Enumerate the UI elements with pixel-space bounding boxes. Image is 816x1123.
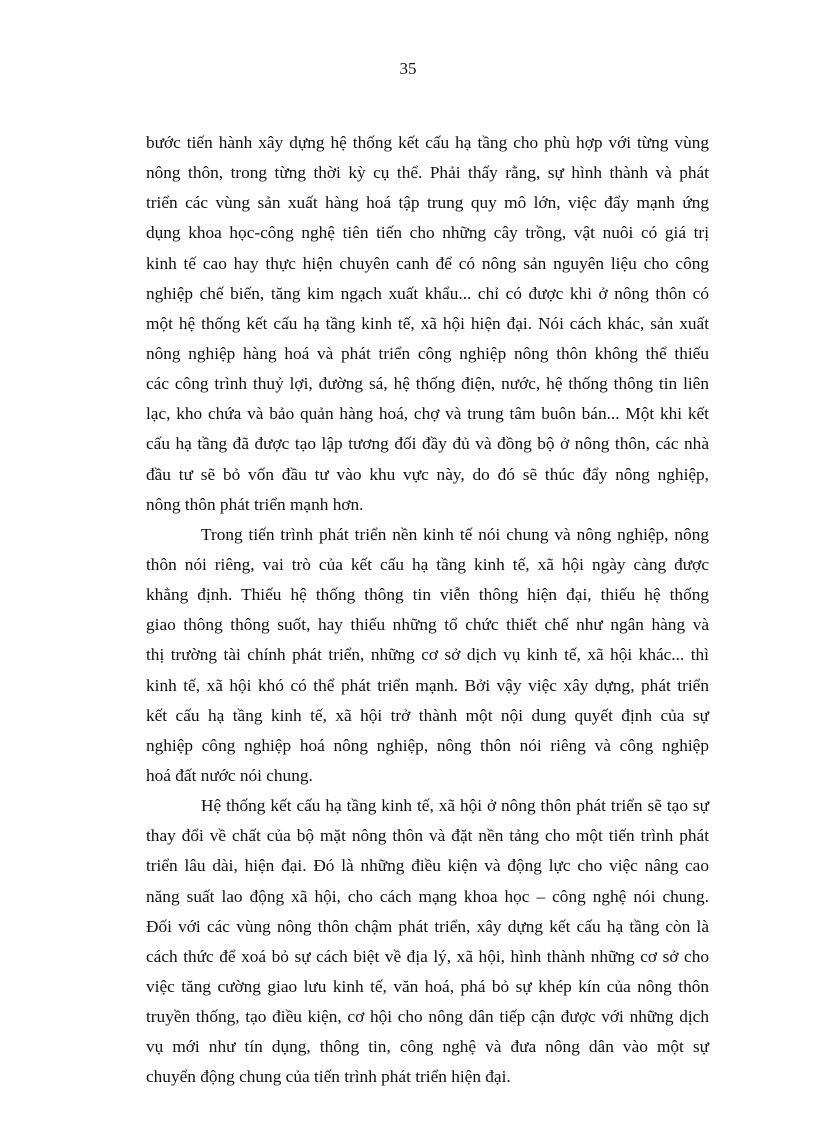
- text-line: một hệ thống kết cấu hạ tầng kinh tế, xã hội hiện đại. Nói cách khác, sản xuất: [146, 313, 709, 333]
- text-line: truyền thống, tạo điều kiện, cơ hội cho nông dân tiếp cận được với những dịch: [146, 1007, 709, 1027]
- text-line: thay đổi về chất của bộ mặt nông thôn và đặt nền tảng cho một tiến trình phát: [146, 826, 709, 846]
- paragraph-3: [146, 791, 709, 1092]
- text-line: nông thôn phát triển mạnh hơn.: [146, 494, 364, 514]
- text-line: kinh tế, xã hội khó có thể phát triển mạnh. Bởi vậy việc xây dựng, phát triển: [146, 675, 709, 695]
- text-line: chuyển động chung của tiến trình phát triển hiện đại.: [146, 1067, 511, 1087]
- text-line: cách thức để xoá bỏ sự cách biệt về địa lý, xã hội, hình thành những cơ sở cho: [146, 946, 709, 966]
- text-line: giao thông thông suốt, hay thiếu những tổ chức thiết chế như ngân hàng và: [146, 615, 709, 635]
- text-line: nông nghiệp hàng hoá và phát triển công nghiệp nông thôn không thể thiếu: [146, 343, 709, 363]
- text-line: năng suất lao động xã hội, cho cách mạng khoa học – công nghệ nói chung.: [146, 886, 709, 906]
- page-number: 35: [399, 59, 417, 78]
- text-line: các công trình thuỷ lợi, đường sá, hệ thống điện, nước, hệ thống thông tin liên: [146, 374, 709, 394]
- text-line: nông thôn, trong từng thời kỳ cụ thể. Phải thấy rằng, sự hình thành và phát: [146, 163, 709, 183]
- text-line: nghiệp chế biến, tăng kim ngạch xuất khẩu... chỉ có được khi ở nông thôn có: [146, 283, 709, 303]
- text-line: vụ mới như tín dụng, thông tin, công nghệ và đưa nông dân vào một sự: [146, 1037, 709, 1057]
- text-line: việc tăng cường giao lưu kinh tế, văn hoá, phá bỏ sự khép kín của nông thôn: [146, 976, 709, 996]
- text-line: Đối với các vùng nông thôn chậm phát triển, xây dựng kết cấu hạ tầng còn là: [146, 916, 709, 936]
- text-line: dụng khoa học-công nghệ tiên tiến cho những cây trồng, vật nuôi có giá trị: [146, 223, 709, 243]
- text-line: hoá đất nước nói chung.: [146, 765, 313, 785]
- text-line: triển các vùng sản xuất hàng hoá tập trung quy mô lớn, việc đẩy mạnh ứng: [146, 193, 709, 213]
- text-line: khẳng định. Thiếu hệ thống thông tin viễn thông hiện đại, thiếu hệ thống: [146, 585, 709, 605]
- body-text: [146, 128, 709, 1093]
- paragraph-2: [146, 520, 709, 791]
- text-line: lạc, kho chứa và bảo quản hàng hoá, chợ và trung tâm buôn bán... Một khi kết: [146, 404, 709, 424]
- paragraph-1: [146, 128, 709, 520]
- text-line: bước tiến hành xây dựng hệ thống kết cấu hạ tầng cho phù hợp với từng vùng: [146, 133, 709, 152]
- text-line: Hệ thống kết cấu hạ tầng kinh tế, xã hội ở nông thôn phát triển sẽ tạo sự: [201, 796, 709, 816]
- text-line: thôn nói riêng, vai trò của kết cấu hạ tầng kinh tế, xã hội ngày càng được: [146, 554, 709, 574]
- text-line: Trong tiến trình phát triển nền kinh tế nói chung và nông nghiệp, nông: [201, 524, 709, 544]
- text-line: kinh tế cao hay thực hiện chuyên canh để có nông sản nguyên liệu cho công: [146, 253, 709, 273]
- text-line: triển lâu dài, hiện đại. Đó là những điều kiện và động lực cho việc nâng cao: [146, 856, 709, 876]
- text-line: đầu tư sẽ bỏ vốn đầu tư vào khu vực này, do đó sẽ thúc đẩy nông nghiệp,: [146, 464, 709, 484]
- text-line: kết cấu hạ tầng kinh tế, xã hội trở thành một nội dung quyết định của sự: [146, 705, 709, 725]
- text-line: nghiệp công nghiệp hoá nông nghiệp, nông thôn nói riêng và công nghiệp: [146, 735, 709, 755]
- text-line: cấu hạ tầng đã được tạo lập tương đối đầy đủ và đồng bộ ở nông thôn, các nhà: [146, 434, 709, 454]
- text-line: thị trường tài chính phát triển, những cơ sở dịch vụ kinh tế, xã hội khác... thì: [146, 645, 709, 665]
